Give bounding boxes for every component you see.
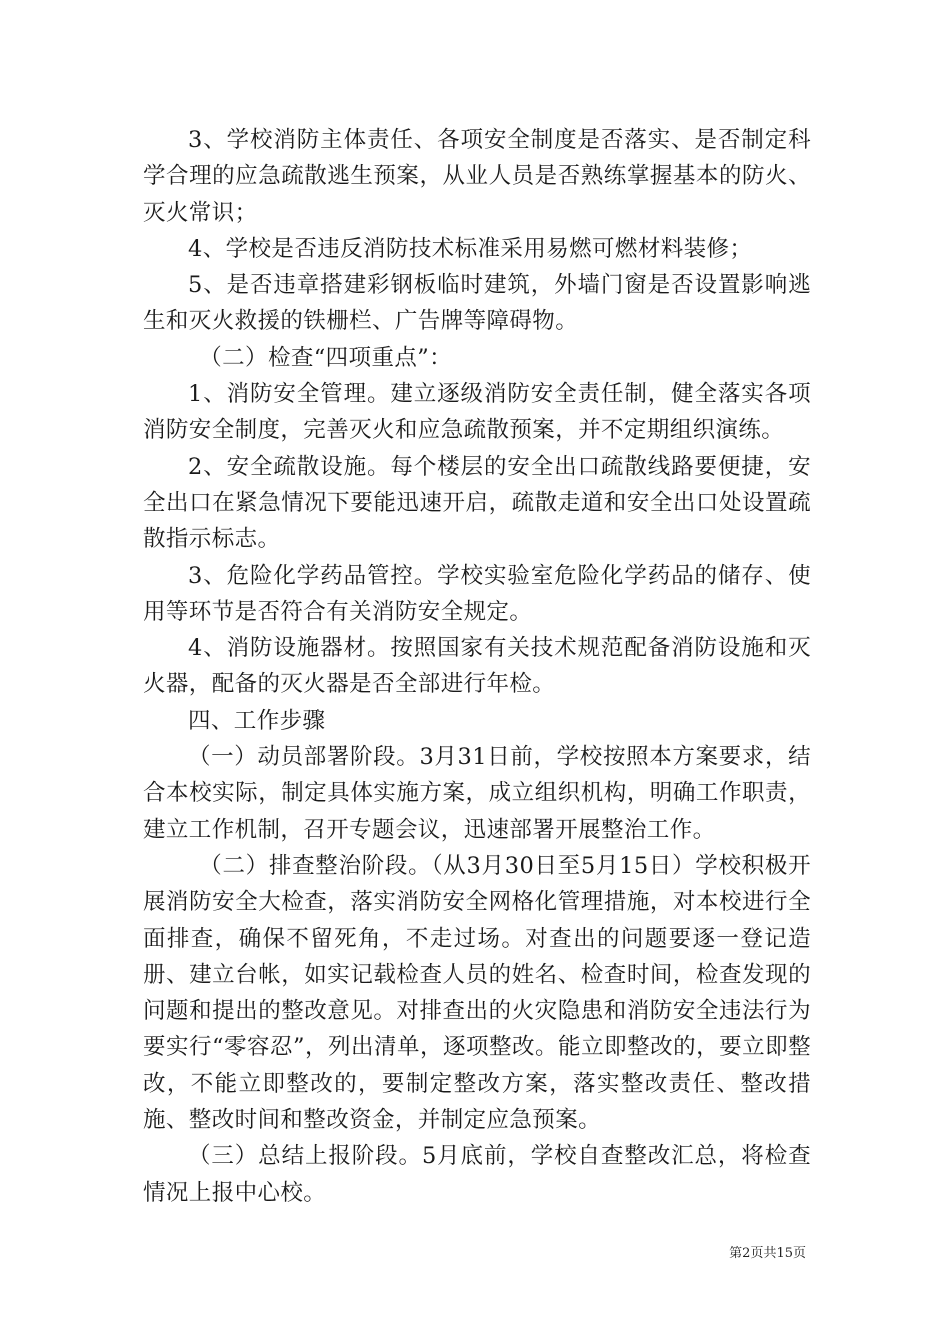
- paragraph-step-1: （一）动员部署阶段。3月31日前，学校按照本方案要求，结合本校实际，制定具体实施方案，成立组织机构，明确工作职责，建立工作机制，召开专题会议，迅速部署开展整治工作。: [143, 744, 811, 843]
- section-heading-work-steps: 四、工作步骤: [188, 707, 326, 734]
- paragraph-key-point-1: 1、消防安全管理。建立逐级消防安全责任制，健全落实各项消防安全制度，完善灭火和应急疏散预案，并不定期组织演练。: [143, 381, 811, 444]
- paragraph-item-4: 4、学校是否违反消防技术标准采用易燃可燃材料装修；: [188, 235, 753, 262]
- paragraph-key-point-3: 3、危险化学药品管控。学校实验室危险化学药品的储存、使用等环节是否符合有关消防安全规定。: [143, 562, 811, 625]
- paragraph-key-point-4: 4、消防设施器材。按照国家有关技术规范配备消防设施和灭火器，配备的灭火器是否全部进行年检。: [143, 635, 811, 698]
- paragraph-key-point-2: 2、安全疏散设施。每个楼层的安全出口疏散线路要便捷，安全出口在紧急情况下要能迅速开启，疏散走道和安全出口处设置疏散指示标志。: [143, 453, 811, 553]
- document-body: [143, 122, 811, 1211]
- paragraph-step-3: （三）总结上报阶段。5月底前，学校自查整改汇总，将检查情况上报中心校。: [143, 1143, 811, 1206]
- paragraph-item-3: 3、学校消防主体责任、各项安全制度是否落实、是否制定科学合理的应急疏散逃生预案，从业人员是否熟练掌握基本的防火、灭火常识；: [143, 127, 811, 226]
- paragraph-step-2: （二）排查整治阶段。（从3月30日至5月15日）学校积极开展消防安全大检查，落实消防安全网格化管理措施，对本校进行全面排查，确保不留死角，不走过场。对查出的问题要逐一登记造册、建立台帐，如实记载检查人员的姓名、检查时间，检查发现的问题和提出的整改意见。对排查出的火灾隐患和消防安全违法行为要实行“零容忍”，列出清单，逐项整改。能立即整改的，要立即整改，不能立即整改的，要制定整改方案，落实整改责任、整改措施、整改时间和整改资金，并制定应急预案。: [143, 852, 811, 1134]
- page-number-footer: 第2页共15页: [729, 1246, 806, 1261]
- paragraph-item-5: 5、是否违章搭建彩钢板临时建筑，外墙门窗是否设置影响逃生和灭火救援的铁栅栏、广告牌等障碍物。: [143, 272, 811, 335]
- section-heading-four-key-points: （二）检查“四项重点”：: [199, 344, 453, 371]
